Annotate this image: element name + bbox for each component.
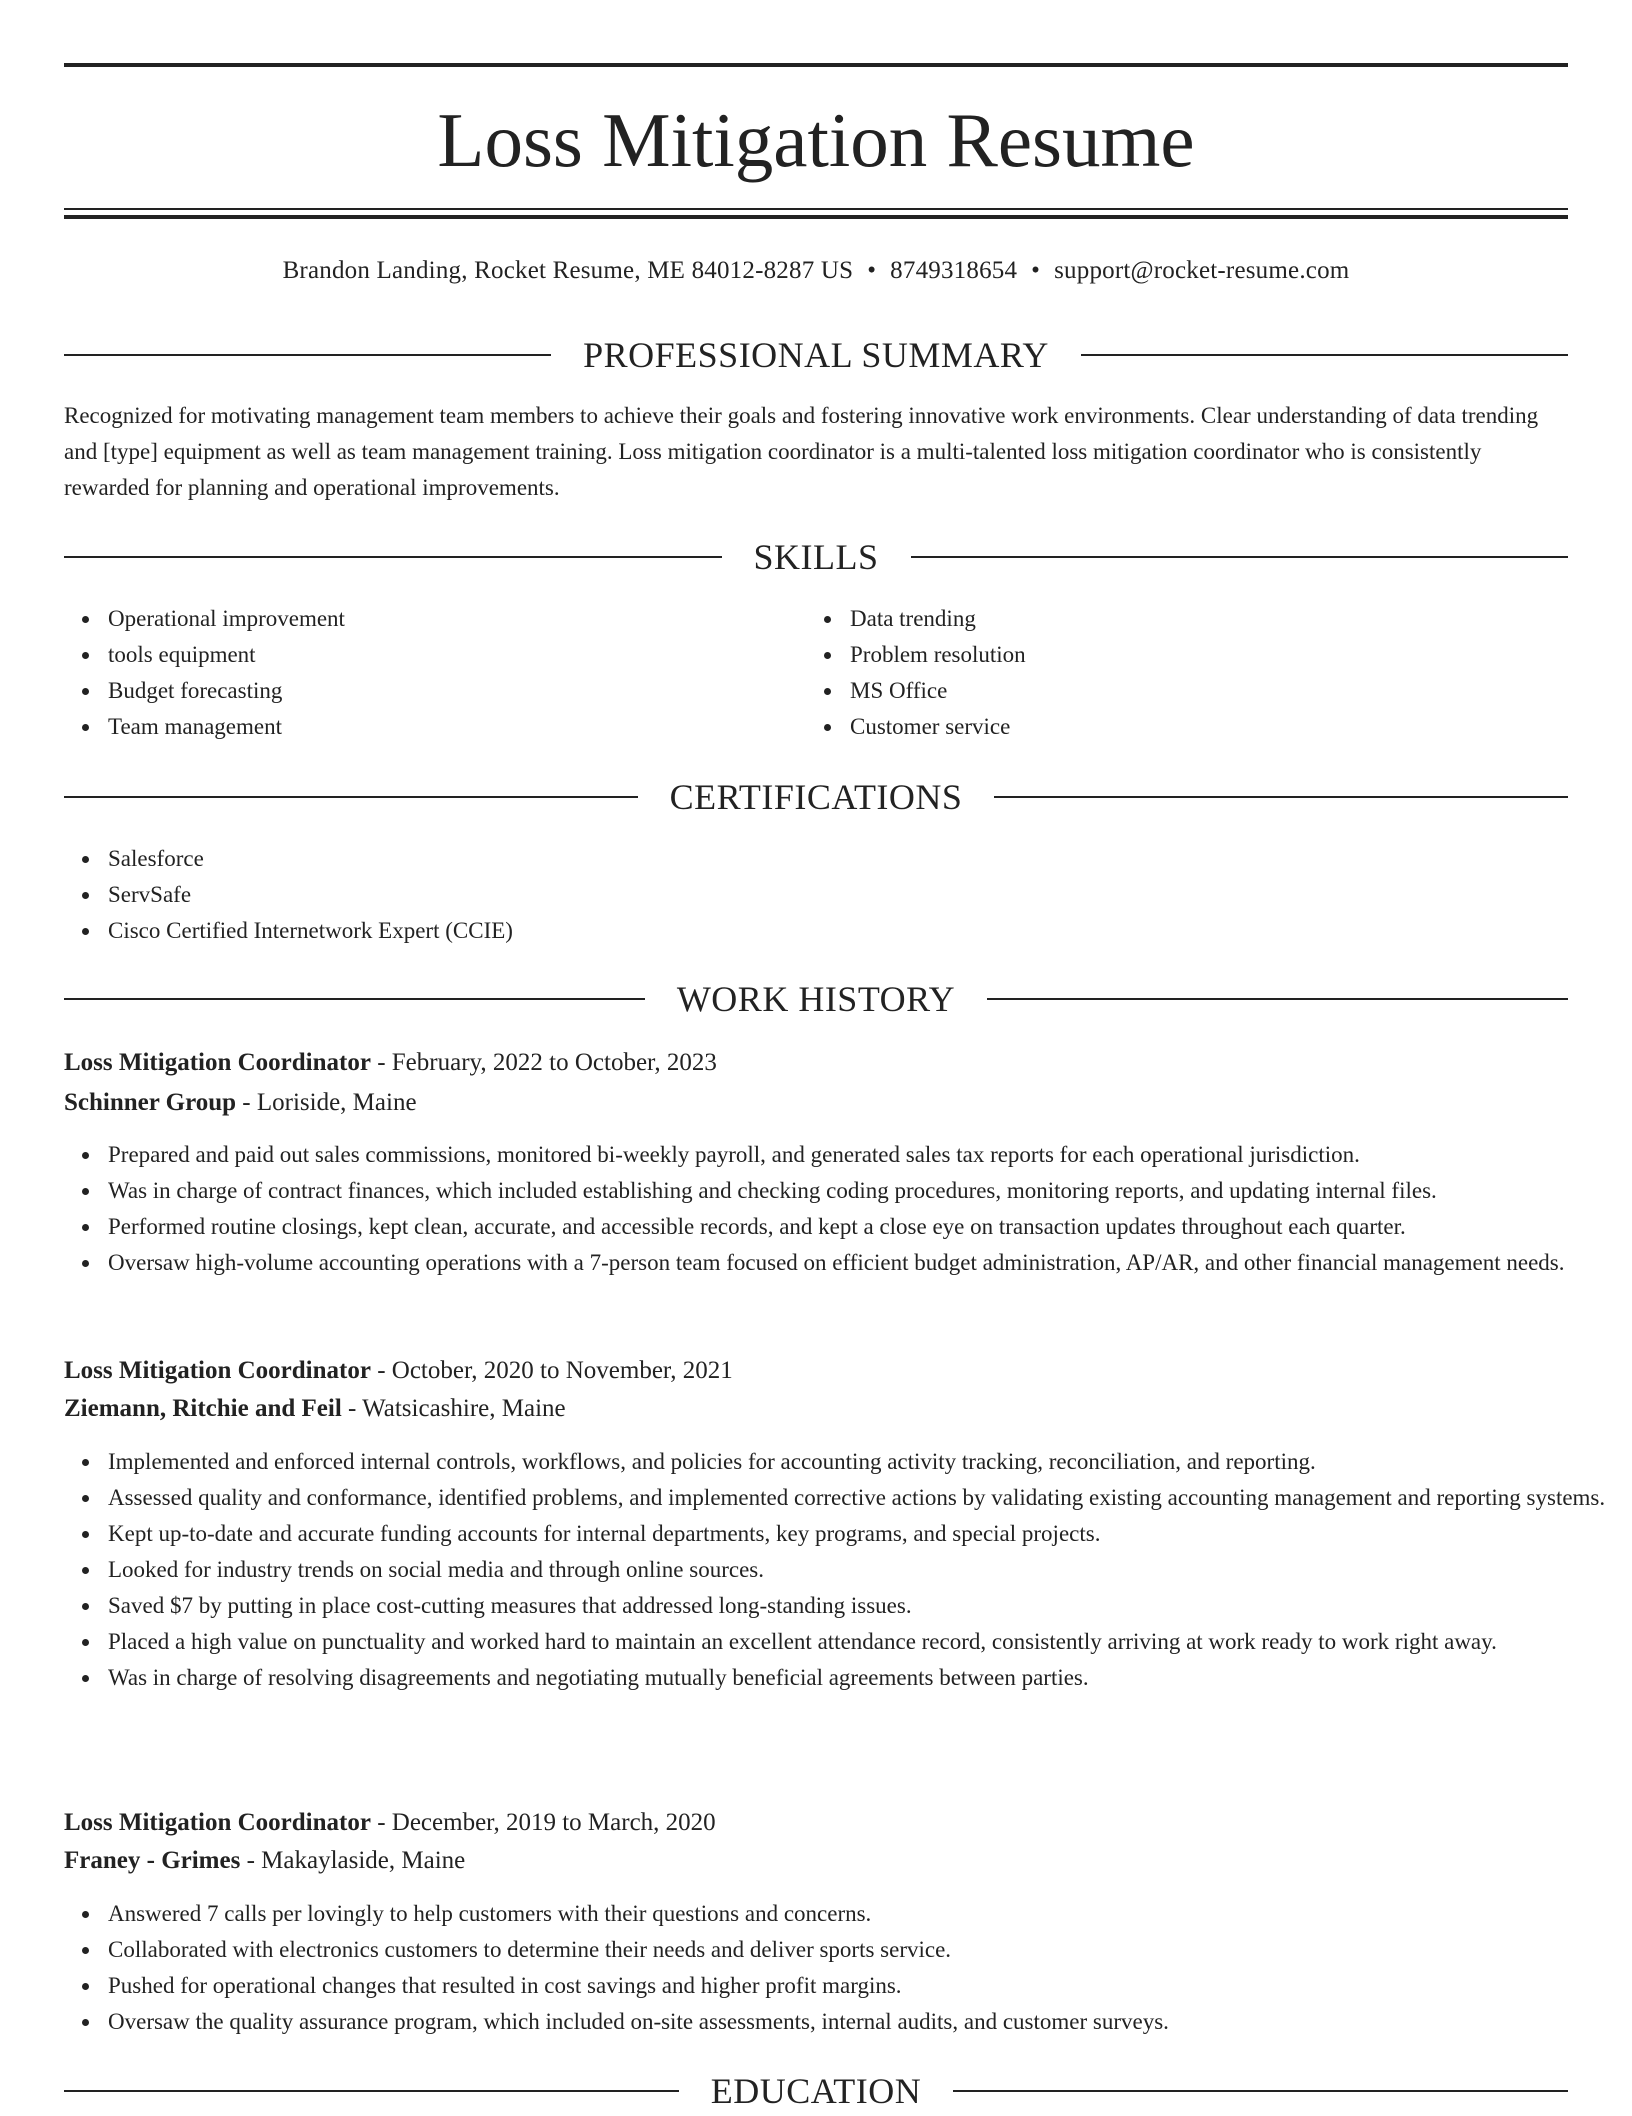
section-title-certifications: CERTIFICATIONS — [669, 777, 963, 817]
job-duty: Saved $7 by putting in place cost-cutting measures that addressed long-standing issues. — [108, 1588, 1612, 1624]
job-duty: Looked for industry trends on social media and through online sources. — [108, 1552, 1612, 1588]
header-rule-lower — [64, 215, 1568, 219]
job-duty: Was in charge of contract finances, which included establishing and checking coding procedures, monitoring reports, and updating internal files. — [108, 1173, 1612, 1209]
skill-item: MS Office — [850, 673, 1590, 709]
job-duty: Implemented and enforced internal controls, workflows, and policies for accounting activity tracking, reconciliation, and reporting. — [108, 1444, 1612, 1480]
section-rule-left — [64, 2090, 679, 2092]
certification-item: ServSafe — [108, 877, 1612, 913]
job-duties-list — [64, 1137, 1612, 1281]
certification-item: Salesforce — [108, 841, 1612, 877]
section-title-skills: SKILLS — [753, 537, 879, 577]
job-company-line — [64, 1842, 1568, 1880]
section-header-summary — [64, 330, 1568, 380]
section-header-certifications — [64, 772, 1568, 822]
job-company-line — [64, 1390, 1568, 1428]
section-rule-right — [1081, 354, 1568, 356]
job-duty: Was in charge of resolving disagreements and negotiating mutually beneficial agreements between parties. — [108, 1660, 1612, 1696]
skill-item: tools equipment — [108, 637, 848, 673]
job-title-line — [64, 1044, 1568, 1082]
job-duties-list — [64, 1896, 1612, 2040]
skill-item: Problem resolution — [850, 637, 1590, 673]
skill-item: Data trending — [850, 601, 1590, 637]
job-company: Ziemann, Ritchie and Feil — [64, 1395, 342, 1422]
job-title: Loss Mitigation Coordinator — [64, 1049, 371, 1076]
section-rule-right — [953, 2090, 1568, 2092]
header-rule-upper — [64, 208, 1568, 210]
summary-text: Recognized for motivating management team members to achieve their goals and fostering innovative work environments. Clear understanding of data trending and [type] equipment as well as team management training. Loss mitigation coordinator is a multi-talented loss mitigation coordinator who is consistently rewarded for planning and operational improvements. — [64, 403, 1539, 500]
section-header-work-history — [64, 974, 1568, 1024]
skills-list-right — [806, 601, 1590, 745]
job-duty: Kept up-to-date and accurate funding accounts for internal departments, key programs, and special projects. — [108, 1516, 1612, 1552]
section-title-education: EDUCATION — [710, 2071, 922, 2111]
section-rule-left — [64, 998, 645, 1000]
contact-email[interactable]: support@rocket-resume.com — [1054, 257, 1350, 284]
section-title-summary: PROFESSIONAL SUMMARY — [583, 335, 1049, 375]
job-duty: Placed a high value on punctuality and worked hard to maintain an excellent attendance record, consistently arriving at work ready to work right away. — [108, 1624, 1612, 1660]
job-dates: - October, 2020 to November, 2021 — [370, 1357, 733, 1384]
certifications-list — [64, 841, 1612, 949]
job-location: - Makaylaside, Maine — [240, 1847, 466, 1874]
job-company-line — [64, 1084, 1568, 1122]
contact-line — [64, 254, 1568, 288]
job-duty: Pushed for operational changes that resulted in cost savings and higher profit margins. — [108, 1968, 1612, 2004]
job-duty: Answered 7 calls per lovingly to help customers with their questions and concerns. — [108, 1896, 1612, 1932]
section-rule-right — [987, 998, 1568, 1000]
job-duty: Performed routine closings, kept clean, accurate, and accessible records, and kept a close eye on transaction updates throughout each quarter. — [108, 1209, 1612, 1245]
section-header-education — [64, 2066, 1568, 2116]
skill-item: Customer service — [850, 709, 1590, 745]
section-rule-left — [64, 354, 551, 356]
section-header-skills — [64, 532, 1568, 582]
job-dates: - December, 2019 to March, 2020 — [370, 1809, 716, 1836]
job-duty: Oversaw high-volume accounting operations with a 7-person team focused on efficient budget administration, AP/AR, and other financial management needs. — [108, 1245, 1612, 1281]
job-duty: Oversaw the quality assurance program, which included on-site assessments, internal audits, and customer surveys. — [108, 2004, 1612, 2040]
job-company: Franey - Grimes — [64, 1847, 241, 1874]
job-title: Loss Mitigation Coordinator — [64, 1357, 371, 1384]
resume-title: Loss Mitigation Resume — [437, 97, 1195, 183]
job-company: Schinner Group — [64, 1089, 237, 1116]
section-rule-right — [994, 796, 1568, 798]
contact-phone: 8749318654 — [890, 257, 1018, 284]
section-rule-left — [64, 556, 722, 558]
job-duty: Prepared and paid out sales commissions, monitored bi-weekly payroll, and generated sales tax reports for each operational jurisdiction. — [108, 1137, 1612, 1173]
section-rule-right — [911, 556, 1569, 558]
job-location: - Watsicashire, Maine — [341, 1395, 566, 1422]
job-title-line — [64, 1352, 1568, 1390]
section-rule-left — [64, 796, 638, 798]
job-duties-list — [64, 1444, 1612, 1696]
job-dates: - February, 2022 to October, 2023 — [370, 1049, 717, 1076]
skill-item: Team management — [108, 709, 848, 745]
contact-separator: • — [1031, 257, 1041, 284]
job-duty: Assessed quality and conformance, identified problems, and implemented corrective actions by validating existing accounting management and reporting systems. — [108, 1480, 1612, 1516]
skill-item: Operational improvement — [108, 601, 848, 637]
contact-separator: • — [867, 257, 877, 284]
contact-address: Brandon Landing, Rocket Resume, ME 84012-8287 US — [282, 257, 854, 284]
skill-item: Budget forecasting — [108, 673, 848, 709]
job-duty: Collaborated with electronics customers to determine their needs and deliver sports service. — [108, 1932, 1612, 1968]
certification-item: Cisco Certified Internetwork Expert (CCIE) — [108, 913, 1612, 949]
skills-list-left — [64, 601, 848, 745]
job-title: Loss Mitigation Coordinator — [64, 1809, 371, 1836]
job-title-line — [64, 1804, 1568, 1842]
section-title-work-history: WORK HISTORY — [676, 979, 956, 1019]
job-location: - Loriside, Maine — [236, 1089, 417, 1116]
header-top-rule — [64, 63, 1568, 67]
